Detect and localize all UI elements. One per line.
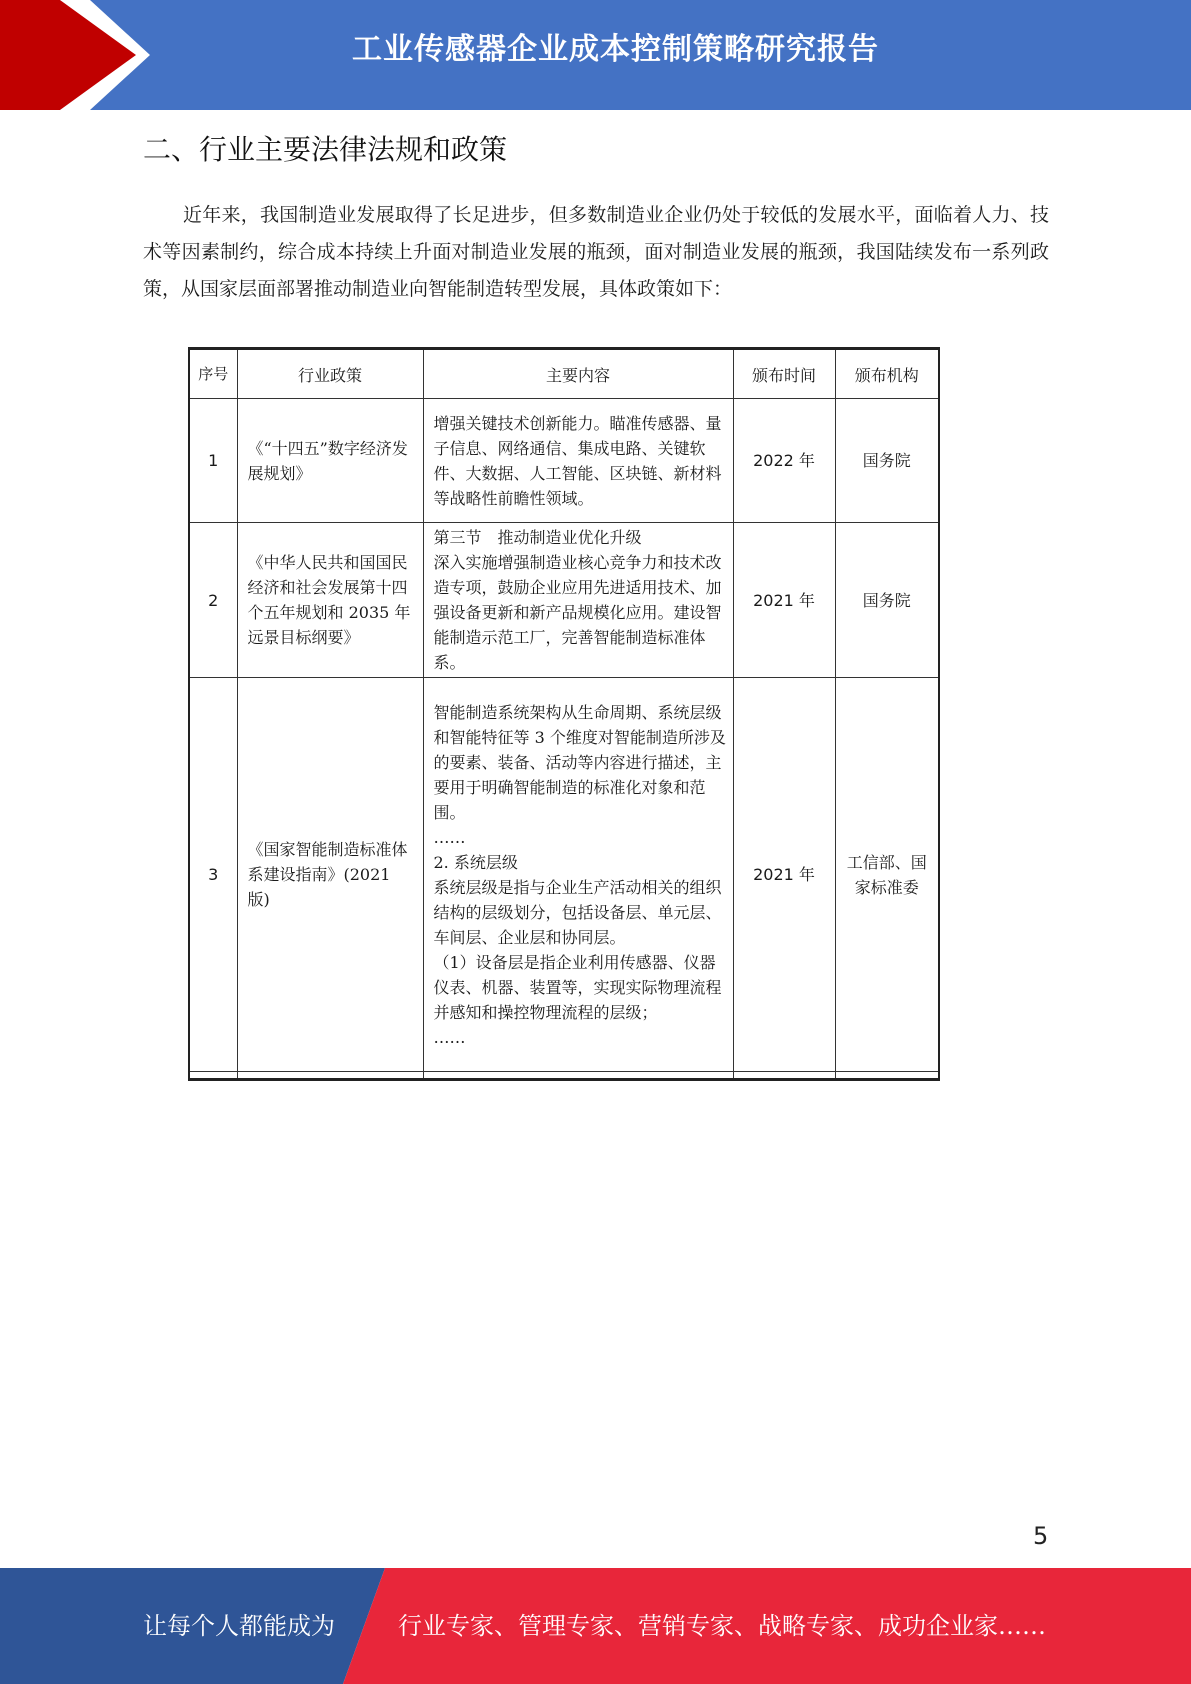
row-org: 工信部、国家标准委 <box>835 678 939 1072</box>
table-row <box>189 678 939 1072</box>
row-time: 2021 年 <box>733 678 835 1072</box>
page-number: 5 <box>1033 1522 1049 1550</box>
header-org: 颁布机构 <box>835 349 939 399</box>
row-org: 国务院 <box>835 523 939 678</box>
row-policy: 《国家智能制造标准体系建设指南》(2021 版) <box>237 678 423 1072</box>
header-banner <box>0 0 1191 110</box>
row-index: 1 <box>189 399 237 523</box>
table-header-row <box>189 349 939 399</box>
table-row <box>189 399 939 523</box>
header-policy: 行业政策 <box>237 349 423 399</box>
header-content: 主要内容 <box>423 349 733 399</box>
report-title: 工业传感器企业成本控制策略研究报告 <box>352 32 879 67</box>
row-policy: 《中华人民共和国国民经济和社会发展第十四个五年规划和 2035 年远景目标纲要》 <box>237 523 423 678</box>
row-content: 第三节 推动制造业优化升级 深入实施增强制造业核心竞争力和技术改造专项，鼓励企业应用先进适用技术、加强设备更新和新产品规模化应用。建设智能制造示范工厂，完善智能制造标准体系。 <box>423 523 733 678</box>
row-time: 2022 年 <box>733 399 835 523</box>
footer-slogan-left: 让每个人都能成为 <box>143 1612 335 1640</box>
row-index: 3 <box>189 678 237 1072</box>
row-org: 国务院 <box>835 399 939 523</box>
row-content: 增强关键技术创新能力。瞄准传感器、量子信息、网络通信、集成电路、关键软件、大数据、人工智能、区块链、新材料等战略性前瞻性领域。 <box>423 399 733 523</box>
row-index: 2 <box>189 523 237 678</box>
row-policy: 《“十四五”数字经济发展规划》 <box>237 399 423 523</box>
intro-paragraph: 近年来，我国制造业发展取得了长足进步，但多数制造业企业仍处于较低的发展水平，面临着人力、技术等因素制约，综合成本持续上升面对制造业发展的瓶颈，面对制造业发展的瓶颈，我国陆续发布一系列政策，从国家层面部署推动制造业向智能制造转型发展，具体政策如下： <box>143 204 1049 300</box>
header-time: 颁布时间 <box>733 349 835 399</box>
footer-banner <box>0 1568 1191 1684</box>
table-row <box>189 523 939 678</box>
policy-table <box>188 347 940 1081</box>
row-content: 智能制造系统架构从生命周期、系统层级和智能特征等 3 个维度对智能制造所涉及的要素、装备、活动等内容进行描述，主要用于明确智能制造的标准化对象和范围。 …… 2. 系统层级 系统层级是指与企业生产活动相关的组织结构的层级划分，包括设备层、单元层、车间层、企业层和协同层。 （1）设备层是指企业利用传感器、仪器仪表、机器、装置等，实现实际物理流程并感知和操控物理流程的层级； …… <box>423 678 733 1072</box>
row-time: 2021 年 <box>733 523 835 678</box>
section-heading: 二、行业主要法律法规和政策 <box>143 133 508 166</box>
table-row-cutoff <box>189 1072 939 1080</box>
footer-slogan-right: 行业专家、管理专家、营销专家、战略专家、成功企业家…… <box>398 1612 1046 1640</box>
header-index: 序号 <box>189 349 237 399</box>
